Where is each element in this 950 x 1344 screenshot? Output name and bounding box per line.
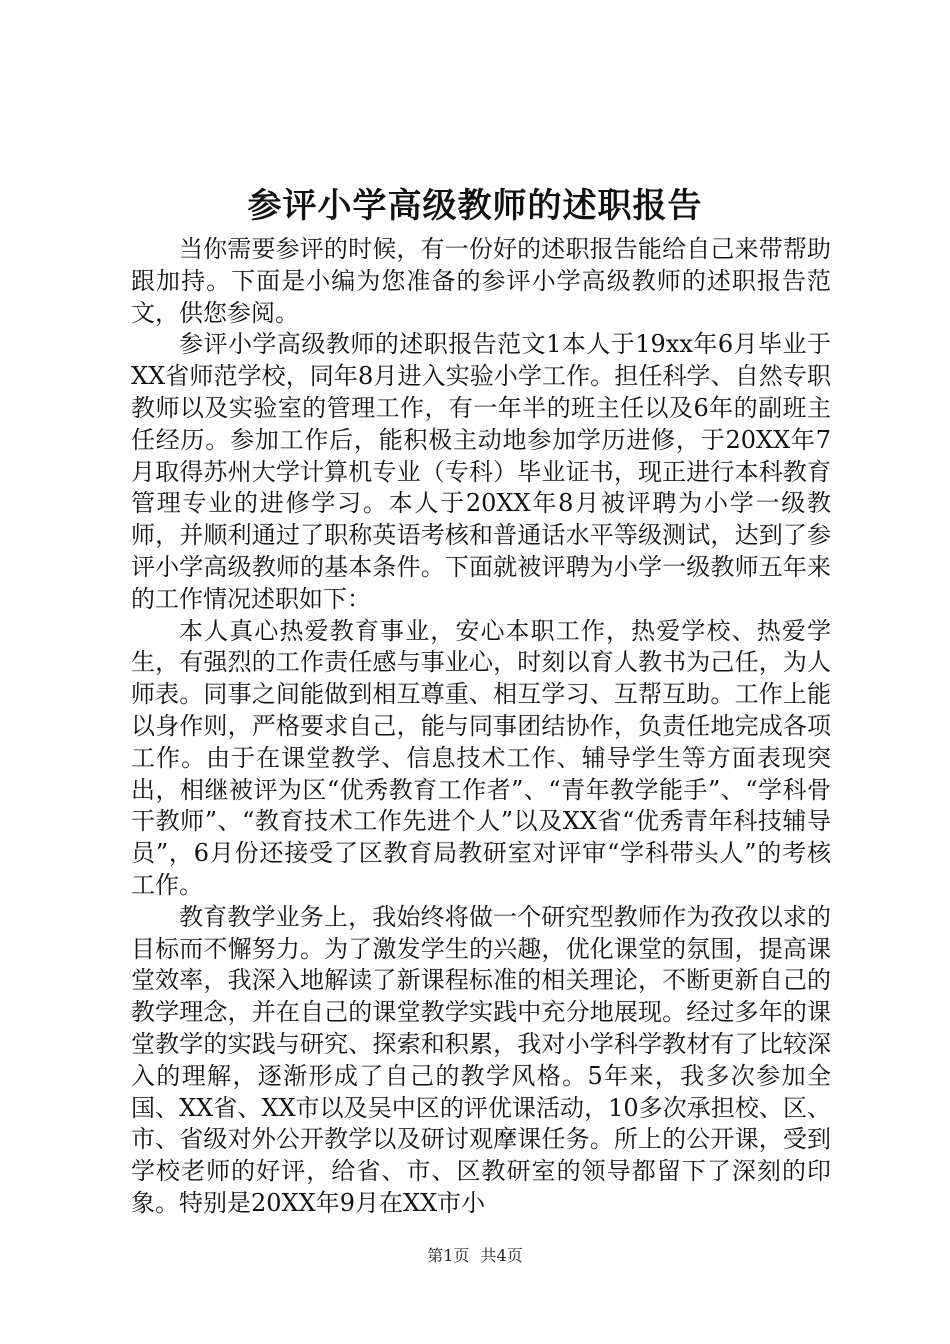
page-footer [0,1244,950,1268]
paragraph-background: 参评小学高级教师的述职报告范文1本人于19xx年6月毕业于XX省师范学校，同年8月进入实验小学工作。担任科学、自然专职教师以及实验室的管理工作，有一年半的班主任以及6年的副班主任经历。参加工作后，能积极主动地参加学历进修，于20XX年7月取得苏州大学计算机专业（专科）毕业证书，现正进行本科教育管理专业的进修学习。本人于20XX年8月被评聘为小学一级教师，并顺利通过了职称英语考核和普通话水平等级测试，达到了参评小学高级教师的基本条件。下面就被评聘为小学一级教师五年来的工作情况述职如下： [131,330,831,613]
paragraph-teaching: 教育教学业务上，我始终将做一个研究型教师作为孜孜以求的目标而不懈努力。为了激发学生的兴趣，优化课堂的氛围，提高课堂效率，我深入地解读了新课程标准的相关理论，不断更新自己的教学理念，并在自己的课堂教学实践中充分地展现。经过多年的课堂教学的实践与研究、探索和积累，我对小学科学教材有了比较深入的理解，逐渐形成了自己的教学风格。5年来，我多次参加全国、XX省、XX市以及吴中区的评优课活动，10多次承担校、区、市、省级对外公开教学以及研讨观摩课任务。所上的公开课，受到学校老师的好评，给省、市、区教研室的领导都留下了深刻的印象。特别是20XX年9月在XX市小 [131,902,831,1217]
page-total: 共4页 [480,1246,523,1265]
paragraph-attitude: 本人真心热爱教育事业，安心本职工作，热爱学校、热爱学生，有强烈的工作责任感与事业心，时刻以育人教书为己任，为人师表。同事之间能做到相互尊重、相互学习、互帮互助。工作上能以身作则，严格要求自己，能与同事团结协作，负责任地完成各项工作。由于在课堂教学、信息技术工作、辅导学生等方面表现突出，相继被评为区“优秀教育工作者”、“青年教学能手”、“学科骨干教师”、“教育技术工作先进个人”以及XX省“优秀青年科技辅导员”，6月份还接受了区教育局教研室对评审“学科带头人”的考核工作。 [131,616,831,899]
paragraph-intro: 当你需要参评的时候，有一份好的述职报告能给自己来带帮助跟加持。下面是小编为您准备的参评小学高级教师的述职报告范文，供您参阅。 [131,235,831,327]
document-title: 参评小学高级教师的述职报告 [247,186,703,226]
page-number: 第1页 [427,1246,470,1265]
document-body [131,234,831,1220]
